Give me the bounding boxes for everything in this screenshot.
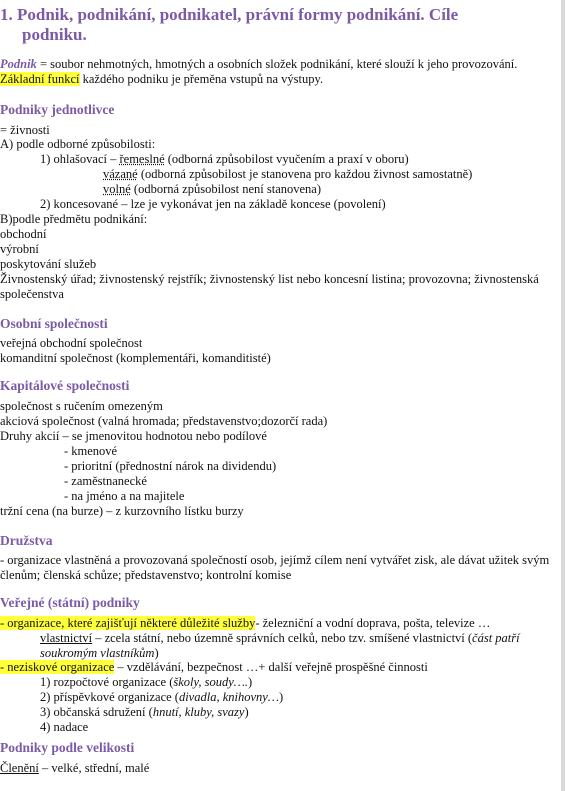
list-item: - zaměstnanecké <box>64 474 147 488</box>
list-item: vlastnictví – zcela státní, nebo územně správních celků, nebo tzv. smíšené vlastnictví (část patří soukromým vlastníkům) <box>40 631 520 660</box>
heading-podniky-jednotlivce: Podniky jednotlivce <box>0 102 115 117</box>
list-item: volné (odborná způsobilost není stanovena) <box>103 182 322 196</box>
list-item: 1) rozpočtové organizace (školy, soudy….) <box>40 675 253 689</box>
heading-osobni-spolecnosti: Osobní společnosti <box>0 316 108 331</box>
highlighted-text: - neziskové organizace <box>0 660 115 674</box>
highlighted-text: - organizace, které zajišťují některé důležité služby <box>0 616 256 630</box>
list-item: - prioritní (přednostní nárok na dividendu) <box>64 459 277 473</box>
heading-druzstva: Družstva <box>0 533 53 548</box>
list-item: - kmenové <box>64 444 118 458</box>
list-item: - organizace, které zajišťují některé důležité služby- železniční a vodní doprava, pošta, televize … <box>0 616 491 630</box>
heading-kapitalove-spolecnosti: Kapitálové společnosti <box>0 378 130 393</box>
list-item: vázané (odborná způsobilost je stanovena pro každou živnost samostatně) <box>103 167 473 181</box>
heading-verejne-podniky: Veřejné (státní) podniky <box>0 595 140 610</box>
list-item: 2) příspěvkové organizace (divadla, knihovny…) <box>40 690 284 704</box>
list-item: 3) občanská sdružení (hnutí, kluby, svazy) <box>40 705 249 719</box>
vertical-scrollbar[interactable] <box>561 0 565 791</box>
heading-podniky-podle-velikosti: Podniky podle velikosti <box>0 740 135 755</box>
list-item: - neziskové organizace – vzdělávání, bezpečnost …+ další veřejně prospěšné činnosti <box>0 660 428 674</box>
page-title: 1. Podnik, podnikání, podnikatel, právní formy podnikání. Cíle podniku. <box>0 5 459 44</box>
list-item: 4) nadace <box>40 720 89 734</box>
list-item: 2) koncesované – lze je vykonávat jen na základě koncese (povolení) <box>40 197 386 211</box>
list-item: 1) ohlašovací – řemeslné (odborná způsobilost vyučením a praxí v oboru) <box>40 152 409 166</box>
intro-paragraph: Podnik = soubor nehmotných, hmotných a osobních složek podnikání, které slouží k jeho provozování. Základní funkcí každého podniku je přeměna vstupů na výstupy. <box>0 57 518 86</box>
list-item: - na jméno a na majitele <box>64 489 185 503</box>
highlighted-text: Základní funkcí <box>0 72 80 86</box>
